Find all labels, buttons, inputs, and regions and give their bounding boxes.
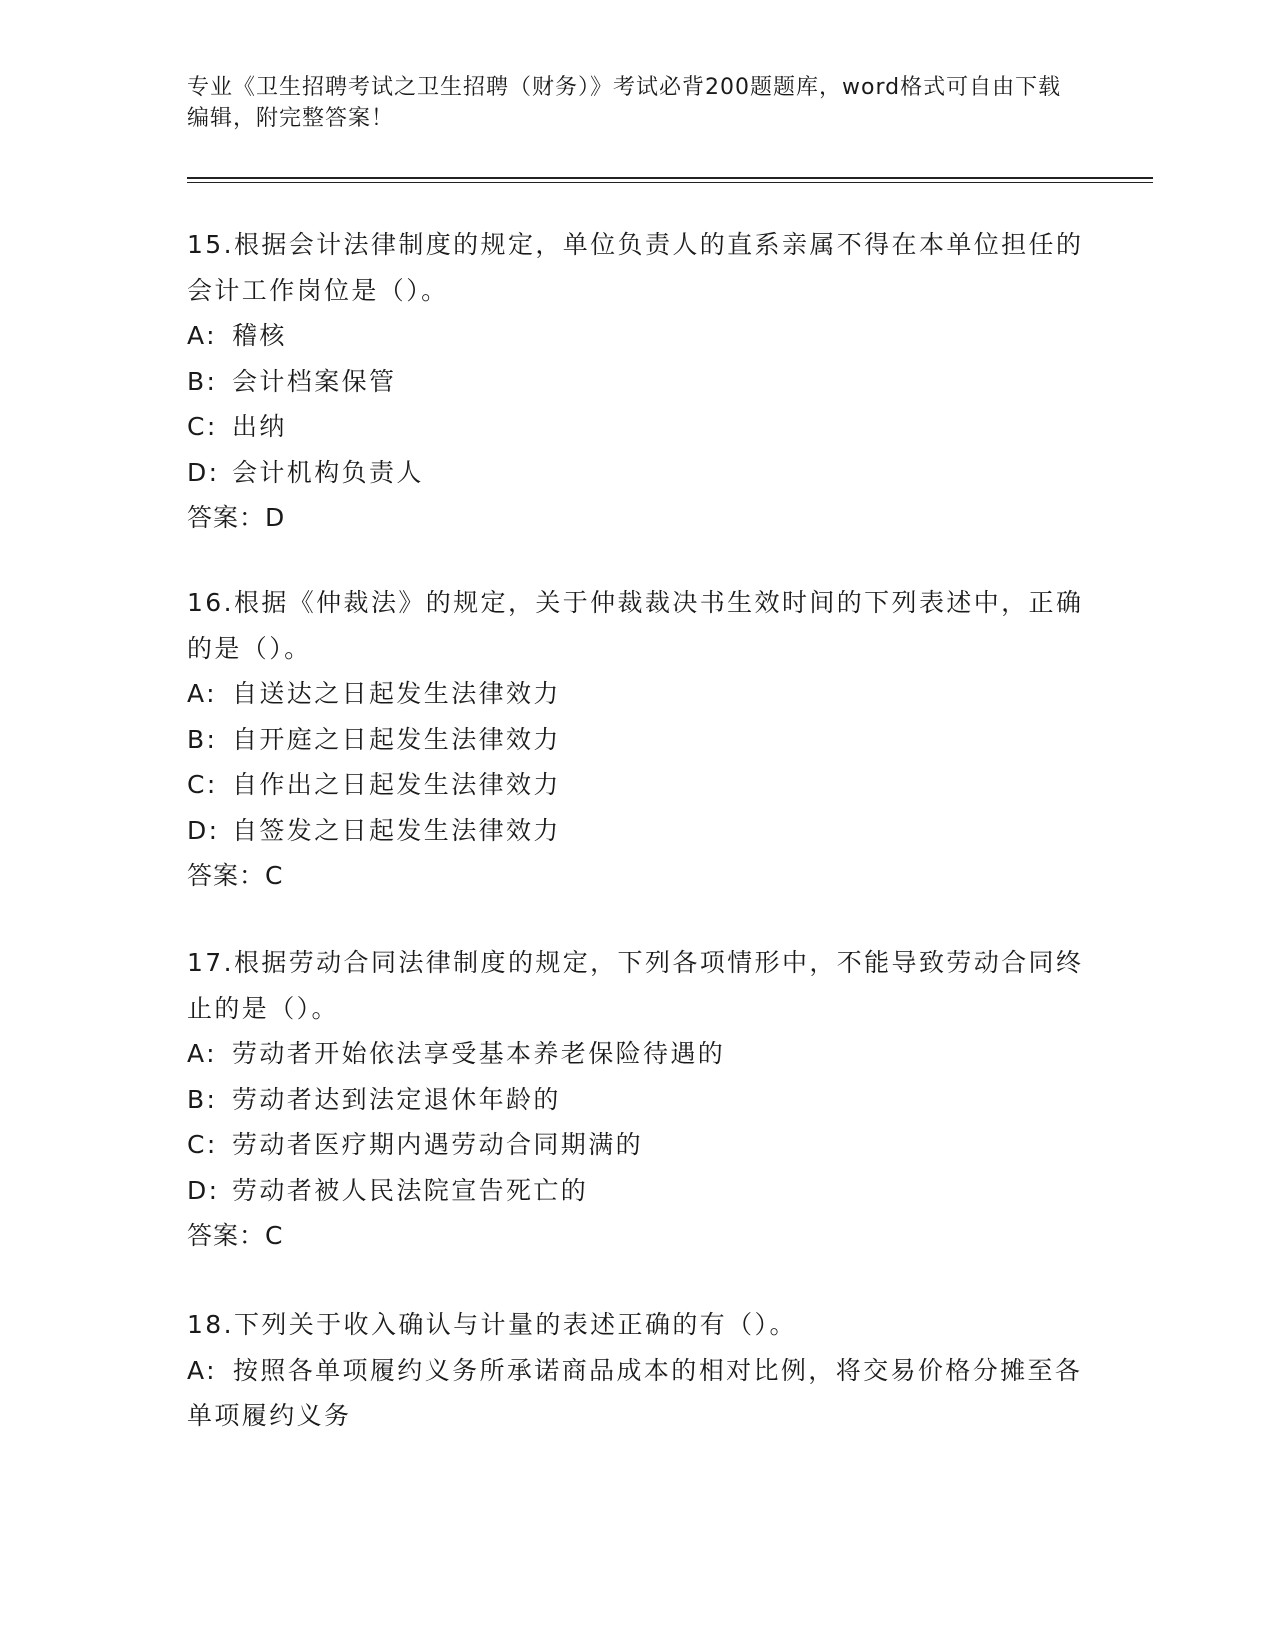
- option-text: 会计档案保管: [232, 366, 397, 396]
- option-text: 自作出之日起发生法律效力: [232, 770, 561, 799]
- answer-line: 答案：C: [187, 861, 284, 890]
- option-letter: D:: [187, 1175, 220, 1205]
- answer-line: 答案：C: [187, 1221, 284, 1250]
- answer-line: 答案：D: [187, 503, 286, 532]
- option-c: [187, 404, 1087, 450]
- option-letter: A:: [187, 679, 217, 708]
- option-letter: A:: [187, 1355, 217, 1385]
- option-a: [187, 313, 1087, 359]
- question-stem: 16.根据《仲裁法》的规定，关于仲裁裁决书生效时间的下列表述中，正确的是（）。: [187, 588, 1084, 663]
- header-divider-thin: [187, 182, 1153, 183]
- header-divider-thick: [187, 177, 1153, 179]
- option-letter: B:: [187, 724, 218, 754]
- option-text: 劳动者开始依法享受基本养老保险待遇的: [232, 1039, 726, 1068]
- option-text: 劳动者被人民法院宣告死亡的: [232, 1175, 589, 1205]
- option-b: [187, 359, 1087, 405]
- option-letter: D:: [187, 457, 220, 487]
- option-b: [187, 717, 1087, 763]
- option-letter: D:: [187, 815, 220, 845]
- option-a: [187, 1031, 1087, 1077]
- option-letter: B:: [187, 366, 218, 396]
- option-text: 自送达之日起发生法律效力: [232, 679, 561, 708]
- question-17: [187, 940, 1087, 1259]
- option-letter: A:: [187, 1039, 217, 1068]
- option-d: [187, 808, 1087, 854]
- option-a: [187, 671, 1087, 717]
- option-letter: C:: [187, 770, 218, 799]
- document-header: 专业《卫生招聘考试之卫生招聘（财务）》考试必背200题题库，word格式可自由下载编辑，附完整答案！: [187, 75, 1062, 131]
- option-letter: B:: [187, 1084, 218, 1114]
- option-d: [187, 450, 1087, 496]
- option-text: 劳动者达到法定退休年龄的: [232, 1084, 561, 1114]
- option-c: [187, 762, 1087, 808]
- option-d: [187, 1168, 1087, 1214]
- option-text: 自开庭之日起发生法律效力: [232, 724, 561, 754]
- option-letter: C:: [187, 1130, 218, 1159]
- question-stem: 17.根据劳动合同法律制度的规定，下列各项情形中，不能导致劳动合同终止的是（）。: [187, 948, 1084, 1023]
- option-text: 稽核: [232, 321, 287, 350]
- question-stem: 15.根据会计法律制度的规定，单位负责人的直系亲属不得在本单位担任的会计工作岗位是（）。: [187, 230, 1084, 305]
- option-text: 会计机构负责人: [232, 457, 424, 487]
- question-15: [187, 222, 1087, 541]
- option-letter: C:: [187, 412, 218, 441]
- question-18: [187, 1302, 1087, 1439]
- option-letter: A:: [187, 321, 217, 350]
- option-a: [187, 1348, 1087, 1439]
- option-text: 按照各单项履约义务所承诺商品成本的相对比例，将交易价格分摊至各单项履约义务: [187, 1355, 1083, 1430]
- option-text: 自签发之日起发生法律效力: [232, 815, 561, 845]
- option-b: [187, 1077, 1087, 1123]
- question-stem: 18.下列关于收入确认与计量的表述正确的有（）。: [187, 1310, 797, 1339]
- option-c: [187, 1122, 1087, 1168]
- question-16: [187, 580, 1087, 899]
- option-text: 出纳: [232, 412, 287, 441]
- option-text: 劳动者医疗期内遇劳动合同期满的: [232, 1130, 644, 1159]
